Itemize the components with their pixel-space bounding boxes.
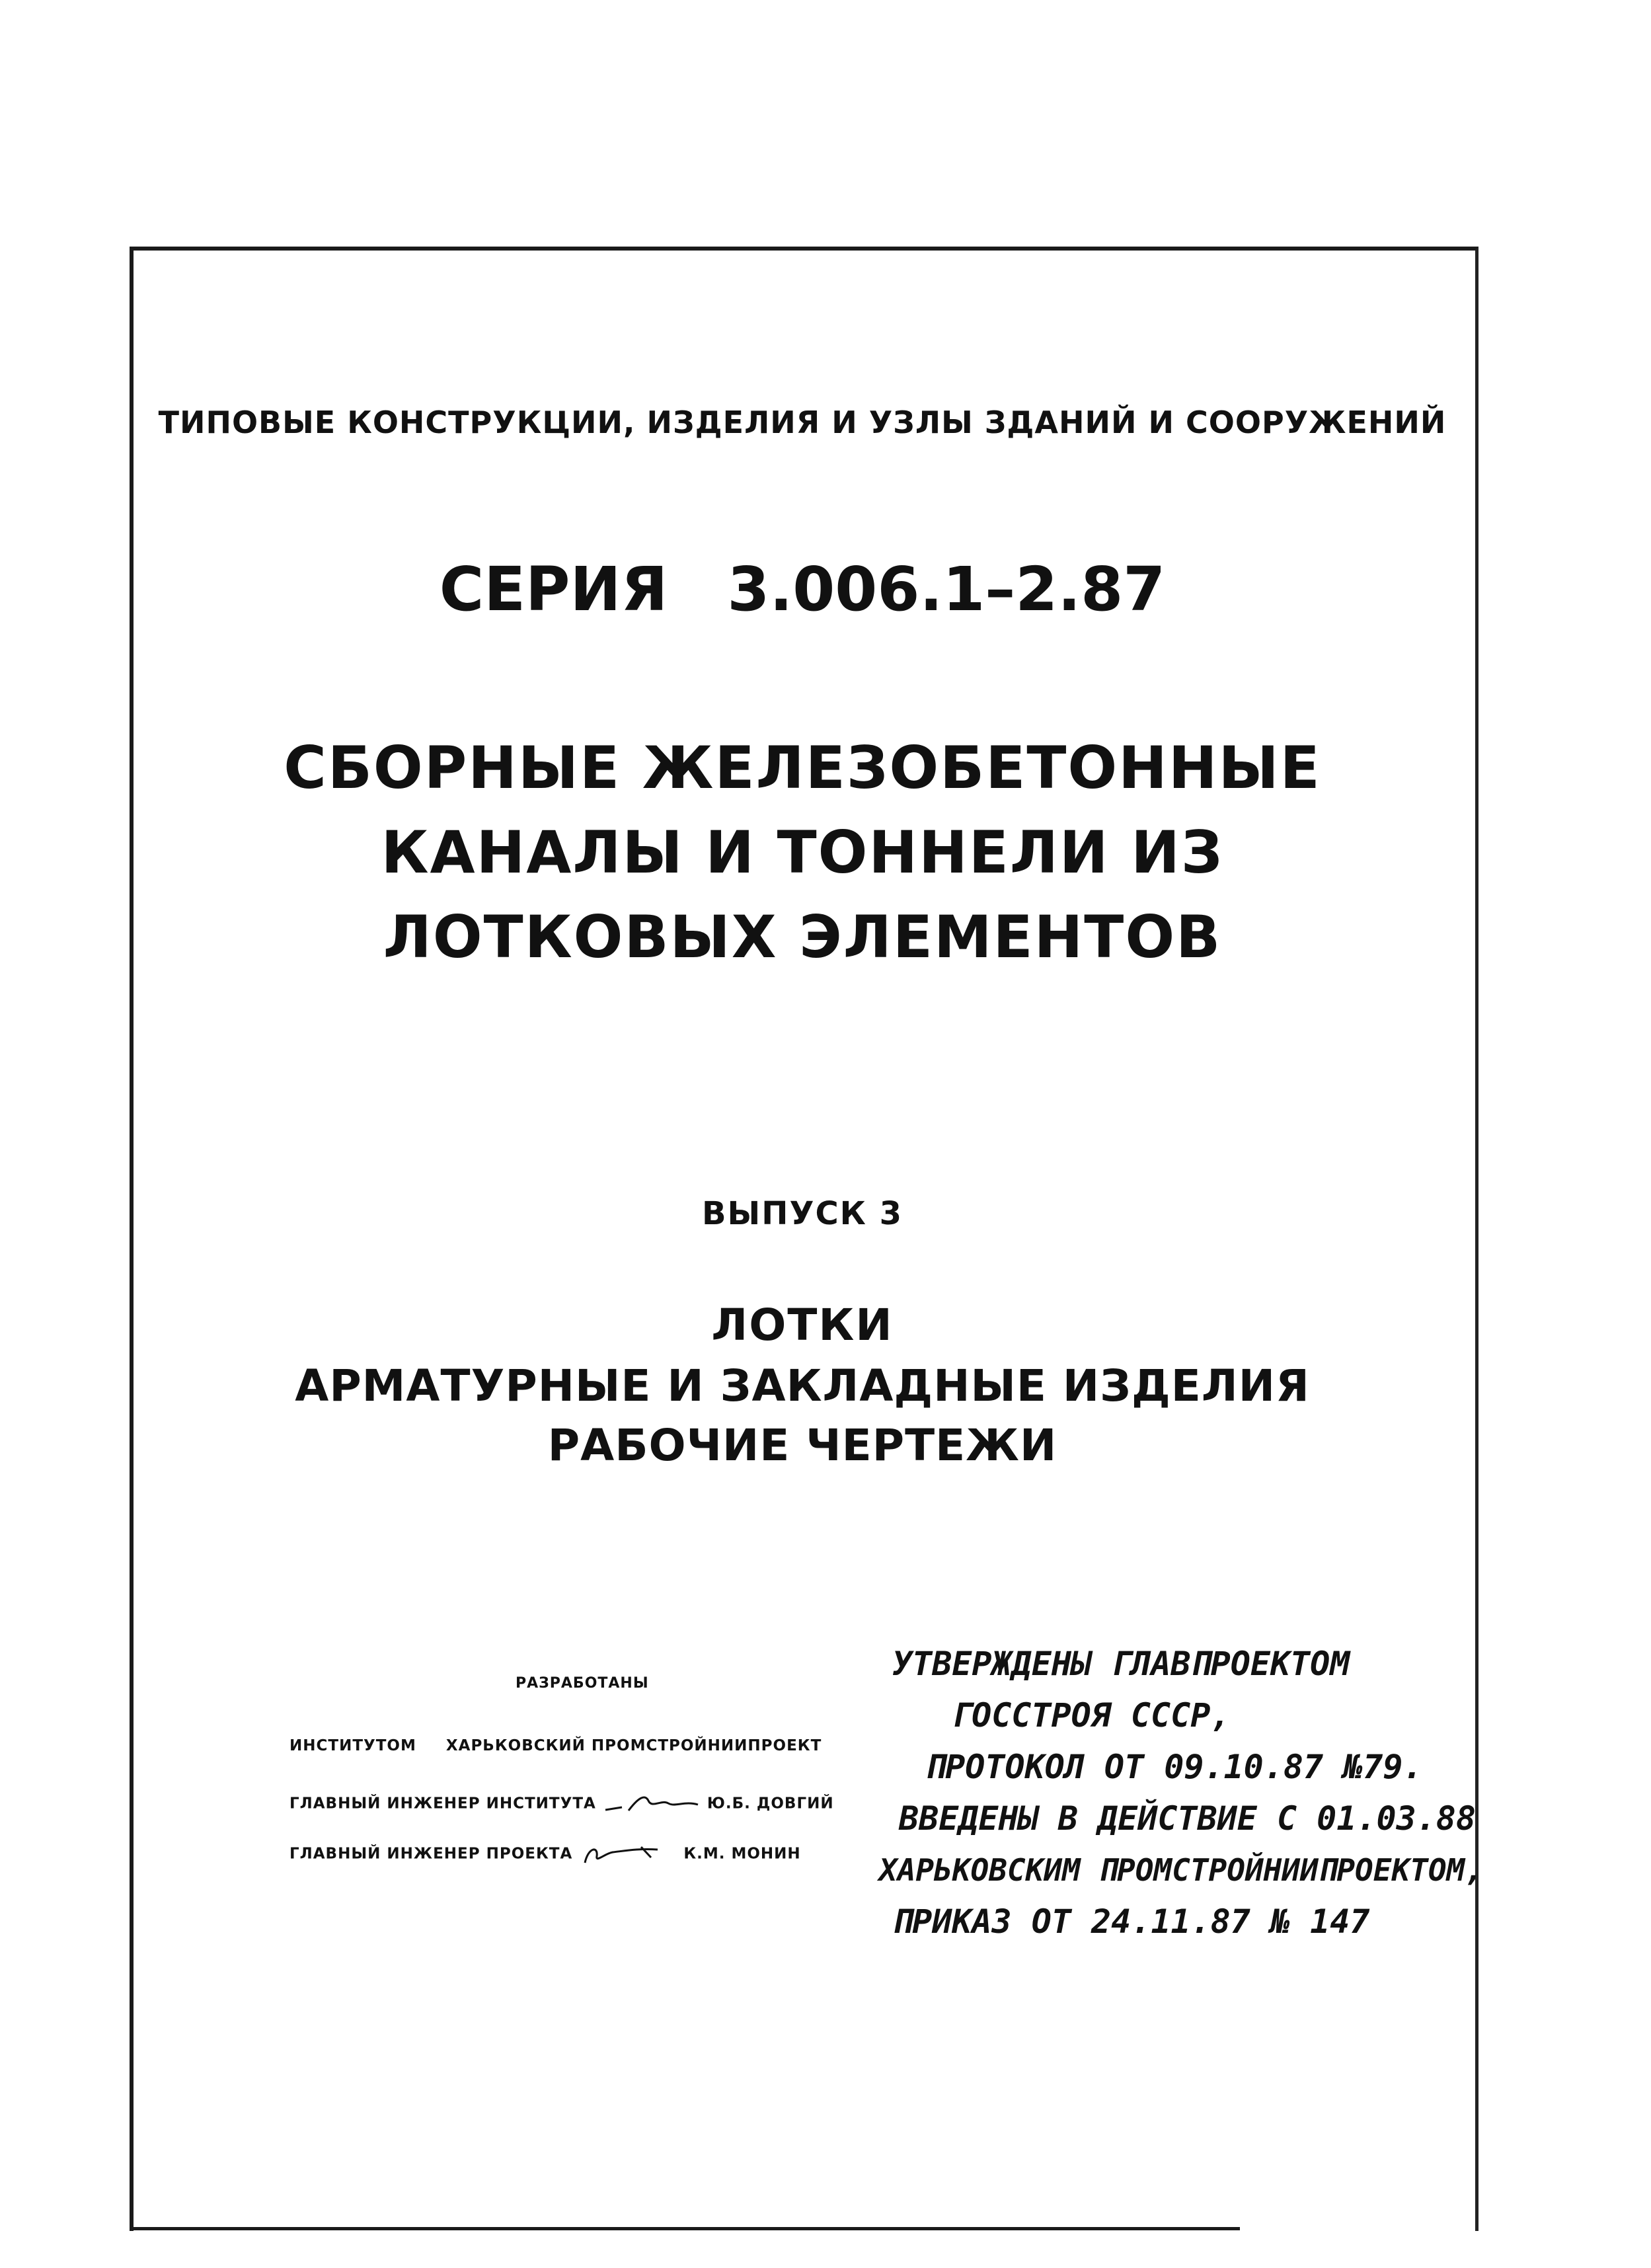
series-line (130, 554, 1475, 625)
approval-stamp (879, 1638, 1483, 1947)
main-title (130, 726, 1475, 980)
developer-institute (289, 1737, 822, 1754)
signature-icon (602, 1794, 701, 1814)
developers-heading: РАЗРАБОТАНЫ (516, 1675, 649, 1692)
approval-line: ГОССТРОЯ СССР, (952, 1696, 1231, 1735)
signature-icon (578, 1844, 677, 1864)
page-frame-bottom (130, 2227, 1240, 2230)
institute-name: ХАРЬКОВСКИЙ ПРОМСТРОЙНИИПРОЕКТ (445, 1737, 822, 1754)
approval-line: ВВЕДЕНЫ В ДЕЙСТВИЕ С 01.03.88 (899, 1799, 1476, 1838)
header-line: ТИПОВЫЕ КОНСТРУКЦИИ, ИЗДЕЛИЯ И УЗЛЫ ЗДАНИЙ И СООРУЖЕНИЙ (158, 405, 1447, 440)
part-subtitle (130, 1356, 1475, 1475)
approval-line: УТВЕРЖДЕНЫ ГЛАВПРОЕКТОМ (892, 1645, 1350, 1683)
approval-line: ХАРЬКОВСКИМ ПРОМСТРОЙНИИПРОЕКТОМ, (879, 1852, 1483, 1888)
series-label: СЕРИЯ (439, 554, 668, 625)
issue-label: ВЫПУСК 3 (701, 1195, 903, 1232)
approval-line: ПРОТОКОЛ ОТ 09.10.87 №79. (925, 1748, 1423, 1786)
subtitle-line: РАБОЧИЕ ЧЕРТЕЖИ (547, 1420, 1057, 1471)
approval-line: ПРИКАЗ ОТ 24.11.87 № 147 (892, 1902, 1370, 1941)
developer-chief-project (289, 1844, 801, 1864)
developer-chief-institute (289, 1794, 834, 1814)
institute-label: ИНСТИТУТОМ (289, 1737, 416, 1754)
title-line: ЛОТКОВЫХ ЭЛЕМЕНТОВ (383, 903, 1222, 971)
series-number: 3.006.1–2.87 (727, 554, 1166, 625)
chief-institute-name: Ю.Б. ДОВГИЙ (707, 1795, 834, 1813)
part-title: ЛОТКИ (711, 1300, 894, 1350)
title-line: КАНАЛЫ И ТОННЕЛИ ИЗ (381, 818, 1224, 886)
chief-project-label: ГЛАВНЫЙ ИНЖЕНЕР ПРОЕКТА (289, 1845, 573, 1863)
chief-project-name: К.М. МОНИН (683, 1845, 801, 1863)
title-line: СБОРНЫЕ ЖЕЛЕЗОБЕТОННЫЕ (284, 734, 1321, 802)
subtitle-line: АРМАТУРНЫЕ И ЗАКЛАДНЫЕ ИЗДЕЛИЯ (295, 1360, 1310, 1411)
chief-institute-label: ГЛАВНЫЙ ИНЖЕНЕР ИНСТИТУТА (289, 1795, 596, 1813)
